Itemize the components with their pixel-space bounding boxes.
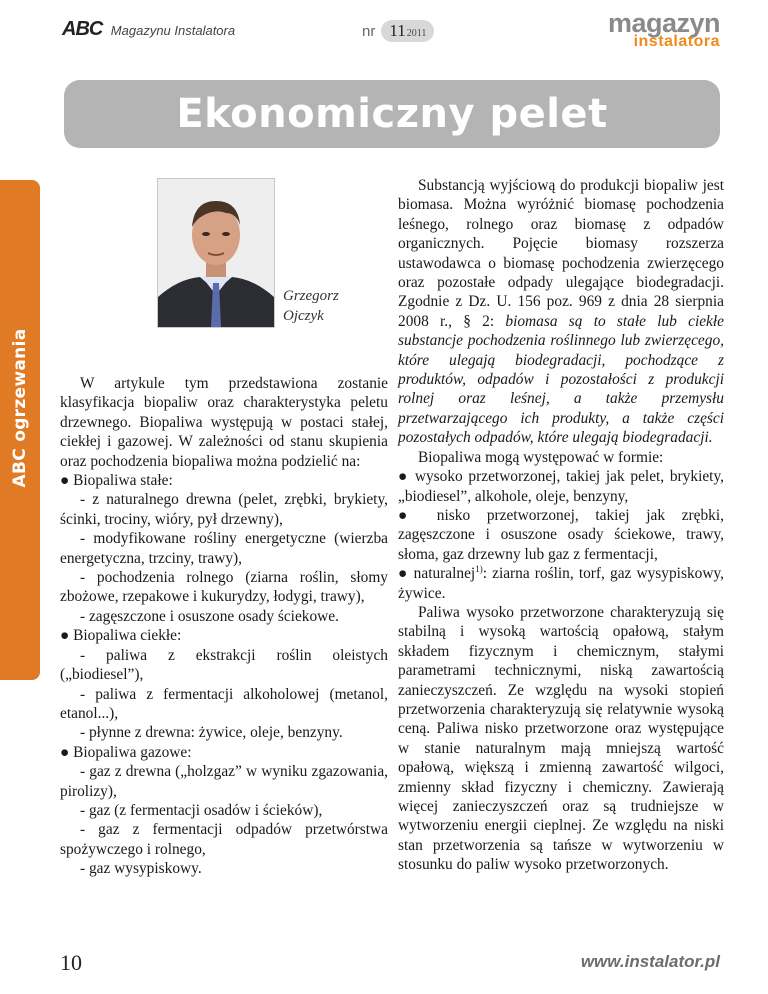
article-title: Ekonomiczny pelet xyxy=(176,91,608,137)
list-item: - gaz z drewna („holzgaz” w wyniku zgazowania, pirolizy), xyxy=(60,763,388,800)
bullet-gas-biofuels: ● Biopaliwa gazowe: xyxy=(60,743,192,761)
biomass-paragraph xyxy=(398,176,724,448)
logo-line2: instalatora xyxy=(633,32,720,50)
list-item: - gaz z fermentacji odpadów przetwórstwa spożywczego i rolnego, xyxy=(60,821,388,858)
bullet-highly-processed: ● wysoko przetworzonej, takiej jak pelet, brykiety, „biodiesel”, alkohole, oleje, benzyny, xyxy=(398,468,724,505)
magazine-logo xyxy=(607,8,720,50)
issue-prefix: nr xyxy=(362,22,376,40)
list-item: - gaz (z fermentacji osadów i ścieków), xyxy=(80,801,323,819)
list-item: - z naturalnego drewna (pelet, zrębki, brykiety, ścinki, trociny, wióry, pył drzewny), xyxy=(60,491,388,528)
intro-paragraph: W artykule tym przedstawiona zostanie klasyfikacja biopaliw oraz charakterystyka peletu drzewnego. Biopaliwa występują w postaci stałej, ciekłej i gazowej. W zależności od stanu skupienia oraz pochodzenia biopaliwa można podzielić na: xyxy=(60,375,388,470)
issue-number: 11 xyxy=(389,21,406,40)
list-item: - zagęszczone i osuszone osady ściekowe. xyxy=(80,607,339,625)
issue-badge xyxy=(381,20,434,42)
list-item: - paliwa z fermentacji alkoholowej (metanol, etanol...), xyxy=(60,685,388,722)
logo-line1: magazyn xyxy=(607,8,720,38)
page-number: 10 xyxy=(60,950,82,975)
list-item: - gaz wysypiskowy. xyxy=(80,860,202,878)
section-tab-label: ABC ogrzewania xyxy=(10,328,30,488)
portrait-image xyxy=(158,179,274,327)
issue-info xyxy=(362,20,434,42)
bullet-low-processed: ● nisko przetworzonej, takiej jak zrębki, zagęszczone i osuszone osady ściekowe, trawy, słoma, gaz drzewny lub gaz z fermentacji, xyxy=(398,506,724,563)
biomass-text: Substancją wyjściową do produkcji biopaliw jest biomasa. Można wyróżnić biomasę pochodzenia leśnego, rolnego oraz biomasę z odpadów organicznych. Pojęcie biomasy rozszerza ustawodawca o biomasę pochodzenia zwierzęcego oraz pozostałe odpady ulegające biodegradacji. Zgodnie z Dz. U. 156 poz. 969 z dnia 28 sierpnia 2008 r., § 2: xyxy=(398,177,724,330)
bullet-solid-biofuels: ● Biopaliwa stałe: xyxy=(60,472,173,490)
bullet-natural-text: : ziarna roślin, torf, gaz wysypiskowy, żywice. xyxy=(398,565,724,602)
bullet-natural-label: ● naturalnej xyxy=(398,565,476,583)
title-bar xyxy=(64,80,720,148)
list-item: - pochodzenia rolnego (ziarna roślin, słomy zbożowe, rzepakowe i kukurydzy, łodygi, trawy), xyxy=(60,569,388,606)
author-last-name: Ojczyk xyxy=(283,308,324,324)
left-column xyxy=(60,374,388,879)
footnote-marker: 1) xyxy=(475,564,483,574)
list-item: - modyfikowane rośliny energetyczne (wierzba energetyczna, trzciny, trawy), xyxy=(60,530,388,567)
bullet-natural xyxy=(398,564,724,603)
author-name xyxy=(283,286,339,326)
author-first-name: Grzegorz xyxy=(283,288,339,304)
list-item: - paliwa z ekstrakcji roślin oleistych („biodiesel”), xyxy=(60,646,388,684)
bullet-liquid-biofuels: ● Biopaliwa ciekłe: xyxy=(60,627,182,645)
magazine-name: Magazynu Instalatora xyxy=(110,23,236,38)
header-brand xyxy=(62,18,235,41)
abc-logo: ABC xyxy=(62,18,103,40)
author-photo xyxy=(157,178,275,328)
forms-intro: Biopaliwa mogą występować w formie: xyxy=(418,448,664,466)
list-item: - płynne z drewna: żywice, oleje, benzyny. xyxy=(80,724,343,742)
right-column xyxy=(398,176,724,875)
biomass-definition: biomasa są to stałe lub ciekłe substancje pochodzenia roślinnego lub zwierzęcego, które ulegają biodegradacji, pochodzące z produktów, odpadów i pozostałości z produkcji rolnej oraz leśnej, a także przemysłu przetwarzającego ich produkty, a także części pozostałych odpadów, które ulegają biodegradacji. xyxy=(398,312,724,447)
properties-paragraph: Paliwa wysoko przetworzone charakteryzują się stabilną i wysoką wartością opałową, stałym składem fizycznym i chemicznym, stałymi parametrami technicznymi, niską zawartością zanieczyszczeń. Ze względu na wysoki stopień przetworzenia charakteryzują się relatywnie wysoką ceną. Paliwa nisko przetworzone oraz występujące w stanie naturalnym mają mniejszą wartość opałową, większą i zmienną zawartość wilgoci, zmienny skład fizyczny i chemiczny. Zawierają więcej zanieczyszczeń oraz są trudniejsze w wytworzeniu energii cieplnej. Ze względu na niski stan przetworzenia są tańsze w wytworzeniu w stosunku do paliw wysoko przetworzonych. xyxy=(398,603,724,874)
issue-year: 2011 xyxy=(406,28,427,39)
footer-url[interactable]: www.instalator.pl xyxy=(580,952,720,971)
